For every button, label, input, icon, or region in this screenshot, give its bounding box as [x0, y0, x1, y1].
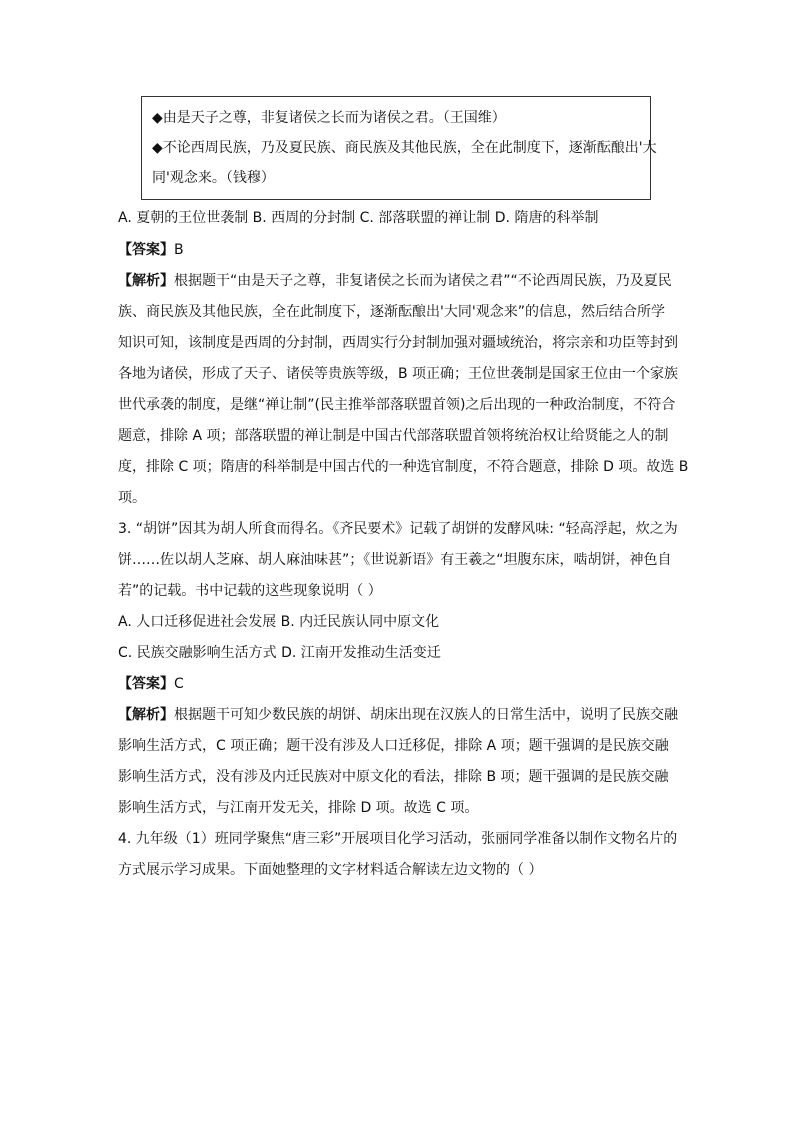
- q2-analysis-line: 各地为诸侯，形成了天子、诸侯等贵族等级，B 项正确；王位世袭制是国家王位由一个家族: [118, 366, 679, 382]
- q2-analysis-line: [118, 271, 672, 291]
- analysis-text: 根据题干可知少数民族的胡饼、胡床出现在汉族人的日常生活中，说明了民族交融: [174, 707, 678, 723]
- q2-analysis-line: 题意，排除 A 项；部落联盟的禅让制是中国古代部落联盟首领将统治权让给贤能之人的制: [118, 428, 669, 444]
- answer-label: 【答案】: [118, 676, 174, 692]
- quote-line-1: ◆由是天子之尊，非复诸侯之长而为诸侯之君。（王国维）: [152, 110, 506, 126]
- q3-options-1: A. 人口迁移促进社会发展 B. 内迁民族认同中原文化: [118, 614, 440, 630]
- q4-stem-line: 方式展示学习成果。下面她整理的文字材料适合解读左边文物的（ ）: [118, 862, 543, 878]
- quote-box: [141, 96, 657, 200]
- q2-analysis-line: 族、商民族及其他民族，全在此制度下，逐渐酝酿出'大同'观念来”的信息，然后结合所学: [118, 304, 665, 320]
- q2-analysis-line: 项。: [118, 490, 146, 506]
- q3-stem-line: 3. “胡饼”因其为胡人所食而得名。《齐民要术》记载了胡饼的发酵风味: “轻高浮起，炊之为: [118, 521, 678, 537]
- q2-analysis-line: 世代承袭的制度，是继“禅让制”(民主推举部落联盟首领)之后出现的一种政治制度，不符合: [118, 397, 676, 413]
- answer-label: 【答案】: [118, 242, 174, 258]
- analysis-label: 【解析】: [118, 707, 174, 723]
- quote-line-2: ◆不论西周民族，乃及夏民族、商民族及其他民族，全在此制度下，逐渐酝酿出'大: [152, 140, 657, 156]
- q3-analysis-line: 影响生活方式，没有涉及内迁民族对中原文化的看法，排除 B 项；题干强调的是民族交融: [118, 769, 669, 785]
- quote-line-3: 同'观念来。（钱穆）: [152, 170, 275, 186]
- q2-options: A. 夏朝的王位世袭制 B. 西周的分封制 C. 部落联盟的禅让制 D. 隋唐的科举制: [118, 210, 599, 226]
- q2-analysis-line: 度，排除 C 项；隋唐的科举制是中国古代的一种选官制度，不符合题意，排除 D 项。故选 B: [118, 459, 689, 475]
- q3-stem-line: 饼……佐以胡人芝麻、胡人麻油味甚”；《世说新语》有王羲之“坦腹东床，啮胡饼，神色自: [118, 552, 672, 568]
- q3-options-2: C. 民族交融影响生活方式 D. 江南开发推动生活变迁: [118, 645, 441, 661]
- answer-value: B: [174, 242, 184, 258]
- q2-answer: [118, 240, 184, 260]
- q3-analysis-line: 影响生活方式，C 项正确；题干没有涉及人口迁移促，排除 A 项；题干强调的是民族交融: [118, 738, 669, 754]
- q2-analysis-line: 知识可知，该制度是西周的分封制，西周实行分封制加强对疆域统治，将宗亲和功臣等封到: [118, 335, 678, 351]
- q4-stem-line: 4. 九年级（1）班同学聚焦“唐三彩”开展项目化学习活动，张丽同学准备以制作文物名片的: [118, 831, 678, 847]
- q3-analysis-line: [118, 705, 678, 725]
- q3-analysis-line: 影响生活方式，与江南开发无关，排除 D 项。故选 C 项。: [118, 800, 479, 816]
- analysis-label: 【解析】: [118, 273, 174, 289]
- q3-stem-line: 若”的记载。书中记载的这些现象说明（ ）: [118, 583, 382, 599]
- answer-value: C: [174, 676, 184, 692]
- analysis-text: 根据题干“由是天子之尊，非复诸侯之长而为诸侯之君”“不论西周民族，乃及夏民: [174, 273, 672, 289]
- q3-answer: [118, 674, 184, 694]
